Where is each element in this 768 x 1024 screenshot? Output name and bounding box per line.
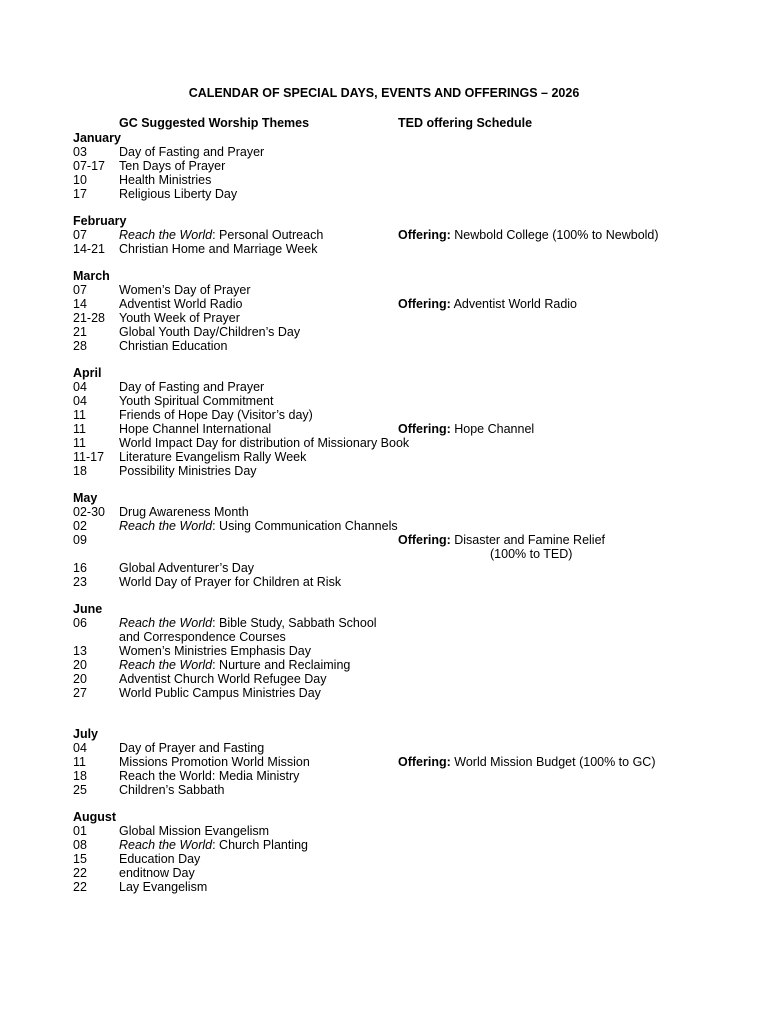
- event-row: [73, 880, 753, 894]
- event-theme: [119, 824, 398, 838]
- event-date: 11: [73, 422, 86, 436]
- offering-value: Adventist World Radio: [450, 297, 578, 311]
- event-theme: [119, 242, 398, 256]
- event-row: [73, 852, 753, 866]
- event-date: 17: [73, 187, 87, 201]
- event-row: [73, 769, 753, 783]
- event-theme: [119, 325, 398, 339]
- event-row: [73, 824, 753, 838]
- event-theme: [119, 783, 398, 797]
- event-date: 04: [73, 394, 87, 408]
- event-date: 18: [73, 464, 87, 478]
- event-theme: [119, 880, 398, 894]
- event-row: [73, 464, 753, 478]
- month-name: June: [73, 602, 103, 616]
- theme-text: enditnow Day: [119, 866, 195, 880]
- offering-label: Offering:: [398, 422, 451, 436]
- event-date: 21-28: [73, 311, 105, 325]
- event-date: 11: [73, 436, 86, 450]
- event-theme: [119, 422, 398, 436]
- month-name: July: [73, 727, 99, 741]
- event-theme: [119, 672, 398, 686]
- theme-text: : Bible Study, Sabbath School and Correspondence Courses: [119, 616, 377, 644]
- theme-emphasis: Reach the World: [119, 658, 213, 672]
- event-row: [73, 616, 753, 644]
- event-theme: [119, 533, 398, 547]
- month-section: [73, 810, 753, 894]
- theme-emphasis: Reach the World: [119, 838, 213, 852]
- event-row: [73, 228, 753, 242]
- event-theme: [119, 187, 398, 201]
- event-row: [73, 672, 753, 686]
- event-date: 28: [73, 339, 87, 353]
- event-row: [73, 422, 753, 436]
- event-theme: [119, 394, 398, 408]
- theme-text: : Personal Outreach: [212, 228, 324, 242]
- event-date: 10: [73, 173, 87, 187]
- offering-entry: [398, 755, 656, 769]
- event-row: [73, 519, 753, 533]
- theme-text: Day of Fasting and Prayer: [119, 145, 265, 159]
- event-row: [73, 325, 753, 339]
- event-date: 11: [73, 408, 86, 422]
- event-row: [73, 311, 753, 325]
- event-row: [73, 755, 753, 769]
- month-name: March: [73, 269, 110, 283]
- event-row: [73, 297, 753, 311]
- event-theme: [119, 866, 398, 880]
- event-theme: [119, 436, 719, 450]
- event-date: 21: [73, 325, 87, 339]
- event-row: [73, 187, 753, 201]
- event-row: [73, 283, 753, 297]
- event-row: [73, 145, 753, 159]
- event-theme: [119, 644, 398, 658]
- offering-value: Hope Channel: [450, 422, 535, 436]
- theme-text: Global Youth Day/Children’s Day: [119, 325, 301, 339]
- theme-text: Lay Evangelism: [119, 880, 208, 894]
- event-date: 07-17: [73, 159, 105, 173]
- event-row: [73, 394, 753, 408]
- event-row: [73, 644, 753, 658]
- event-row: [73, 866, 753, 880]
- event-theme: [119, 159, 398, 173]
- month-name: January: [73, 131, 121, 145]
- event-date: 15: [73, 852, 87, 866]
- event-date: 04: [73, 741, 87, 755]
- event-row: [73, 436, 753, 450]
- theme-text: Youth Week of Prayer: [119, 311, 240, 325]
- month-name: August: [73, 810, 117, 824]
- theme-text: Day of Fasting and Prayer: [119, 380, 265, 394]
- event-date: 13: [73, 644, 87, 658]
- event-theme: [119, 450, 398, 464]
- event-theme: [119, 838, 398, 852]
- event-date: 20: [73, 672, 87, 686]
- theme-emphasis: Reach the World: [119, 228, 213, 242]
- month-section: [73, 366, 753, 478]
- theme-text: Health Ministries: [119, 173, 212, 187]
- theme-text: Religious Liberty Day: [119, 187, 238, 201]
- event-date: 22: [73, 866, 87, 880]
- month-section: [73, 269, 753, 353]
- theme-text: : Church Planting: [212, 838, 308, 852]
- event-row: [73, 450, 753, 464]
- theme-text: Adventist World Radio: [119, 297, 243, 311]
- theme-emphasis: Reach the World: [119, 616, 213, 630]
- event-theme: [119, 311, 398, 325]
- event-row: [73, 173, 753, 187]
- theme-text: Global Mission Evangelism: [119, 824, 270, 838]
- theme-text: Christian Education: [119, 339, 228, 353]
- event-date: 14-21: [73, 242, 105, 256]
- event-theme: [119, 658, 398, 672]
- event-date: 18: [73, 769, 87, 783]
- event-theme: [119, 339, 398, 353]
- theme-text: Hope Channel International: [119, 422, 272, 436]
- event-date: 27: [73, 686, 87, 700]
- theme-text: Friends of Hope Day (Visitor’s day): [119, 408, 313, 422]
- event-date: 16: [73, 561, 87, 575]
- event-row: [73, 783, 753, 797]
- event-date: 09: [73, 533, 87, 547]
- event-date: 04: [73, 380, 87, 394]
- event-theme: [119, 228, 398, 242]
- month-section: [73, 214, 753, 256]
- offerings-heading: TED offering Schedule: [398, 116, 533, 130]
- month-name: May: [73, 491, 98, 505]
- offering-value: World Mission Budget (100% to GC): [450, 755, 656, 769]
- event-date: 20: [73, 658, 87, 672]
- event-date: 07: [73, 283, 87, 297]
- event-row: [73, 561, 753, 575]
- event-theme: [119, 686, 398, 700]
- month-section: [73, 131, 753, 201]
- event-row: [73, 658, 753, 672]
- theme-text: Ten Days of Prayer: [119, 159, 226, 173]
- event-theme: [119, 464, 398, 478]
- event-date: 23: [73, 575, 87, 589]
- event-row: [73, 686, 753, 700]
- theme-text: Possibility Ministries Day: [119, 464, 257, 478]
- event-date: 11-17: [73, 450, 105, 464]
- event-row: [73, 380, 753, 394]
- offering-label: Offering:: [398, 297, 451, 311]
- theme-text: Literature Evangelism Rally Week: [119, 450, 307, 464]
- theme-text: Youth Spiritual Commitment: [119, 394, 274, 408]
- event-theme: [119, 145, 398, 159]
- theme-text: World Day of Prayer for Children at Risk: [119, 575, 342, 589]
- theme-text: Christian Home and Marriage Week: [119, 242, 318, 256]
- event-row: [73, 159, 753, 173]
- month-name: April: [73, 366, 102, 380]
- event-date: 08: [73, 838, 87, 852]
- event-theme: [119, 283, 398, 297]
- month-section: [73, 491, 753, 589]
- event-row: [73, 575, 753, 589]
- event-theme: [119, 173, 398, 187]
- theme-text: World Public Campus Ministries Day: [119, 686, 321, 700]
- theme-text: Global Adventurer’s Day: [119, 561, 255, 575]
- theme-text: Children’s Sabbath: [119, 783, 225, 797]
- page-title: CALENDAR OF SPECIAL DAYS, EVENTS AND OFFERINGS – 2026: [188, 86, 580, 100]
- theme-text: Women’s Ministries Emphasis Day: [119, 644, 311, 658]
- offering-entry: [398, 297, 577, 311]
- event-row: [73, 741, 753, 755]
- event-date: 06: [73, 616, 87, 630]
- event-date: 03: [73, 145, 87, 159]
- event-theme: [119, 505, 398, 519]
- event-date: 11: [73, 755, 86, 769]
- event-row: [73, 505, 753, 519]
- calendar-list: [73, 131, 753, 894]
- event-theme: [119, 741, 398, 755]
- offering-entry: [398, 533, 605, 547]
- theme-text: : Nurture and Reclaiming: [212, 658, 351, 672]
- theme-text: Adventist Church World Refugee Day: [119, 672, 327, 686]
- event-row: [73, 533, 753, 561]
- event-theme: [119, 561, 398, 575]
- theme-text: Missions Promotion World Mission: [119, 755, 310, 769]
- event-theme: [119, 852, 398, 866]
- theme-text: Drug Awareness Month: [119, 505, 249, 519]
- offering-entry: [398, 228, 659, 242]
- event-date: 07: [73, 228, 87, 242]
- theme-text: World Impact Day for distribution of Missionary Book: [119, 436, 410, 450]
- event-date: 02: [73, 519, 87, 533]
- month-section: [73, 727, 753, 797]
- offering-entry: [398, 422, 534, 436]
- event-theme: [119, 297, 398, 311]
- theme-text: Reach the World: Media Ministry: [119, 769, 300, 783]
- event-theme: [119, 408, 398, 422]
- month-name: February: [73, 214, 127, 228]
- offering-label: Offering:: [398, 755, 451, 769]
- event-date: 25: [73, 783, 87, 797]
- event-date: 01: [73, 824, 87, 838]
- theme-text: Day of Prayer and Fasting: [119, 741, 265, 755]
- themes-heading: GC Suggested Worship Themes: [119, 116, 310, 130]
- offering-label: Offering:: [398, 228, 451, 242]
- event-theme: [119, 616, 398, 644]
- event-row: [73, 838, 753, 852]
- event-theme: [119, 769, 398, 783]
- offering-value: Disaster and Famine Relief: [450, 533, 606, 547]
- theme-text: Education Day: [119, 852, 201, 866]
- event-date: 02-30: [73, 505, 105, 519]
- event-date: 14: [73, 297, 87, 311]
- theme-text: : Using Communication Channels: [212, 519, 398, 533]
- month-section: [73, 602, 753, 700]
- event-date: 22: [73, 880, 87, 894]
- event-theme: [119, 575, 398, 589]
- event-theme: [119, 380, 398, 394]
- event-theme: [119, 755, 398, 769]
- event-row: [73, 339, 753, 353]
- event-row: [73, 408, 753, 422]
- event-row: [73, 242, 753, 256]
- offering-label: Offering:: [398, 533, 451, 547]
- theme-emphasis: Reach the World: [119, 519, 213, 533]
- offering-continuation: (100% to TED): [490, 547, 573, 561]
- theme-text: Women’s Day of Prayer: [119, 283, 251, 297]
- event-theme: [119, 519, 719, 533]
- offering-value: Newbold College (100% to Newbold): [450, 228, 659, 242]
